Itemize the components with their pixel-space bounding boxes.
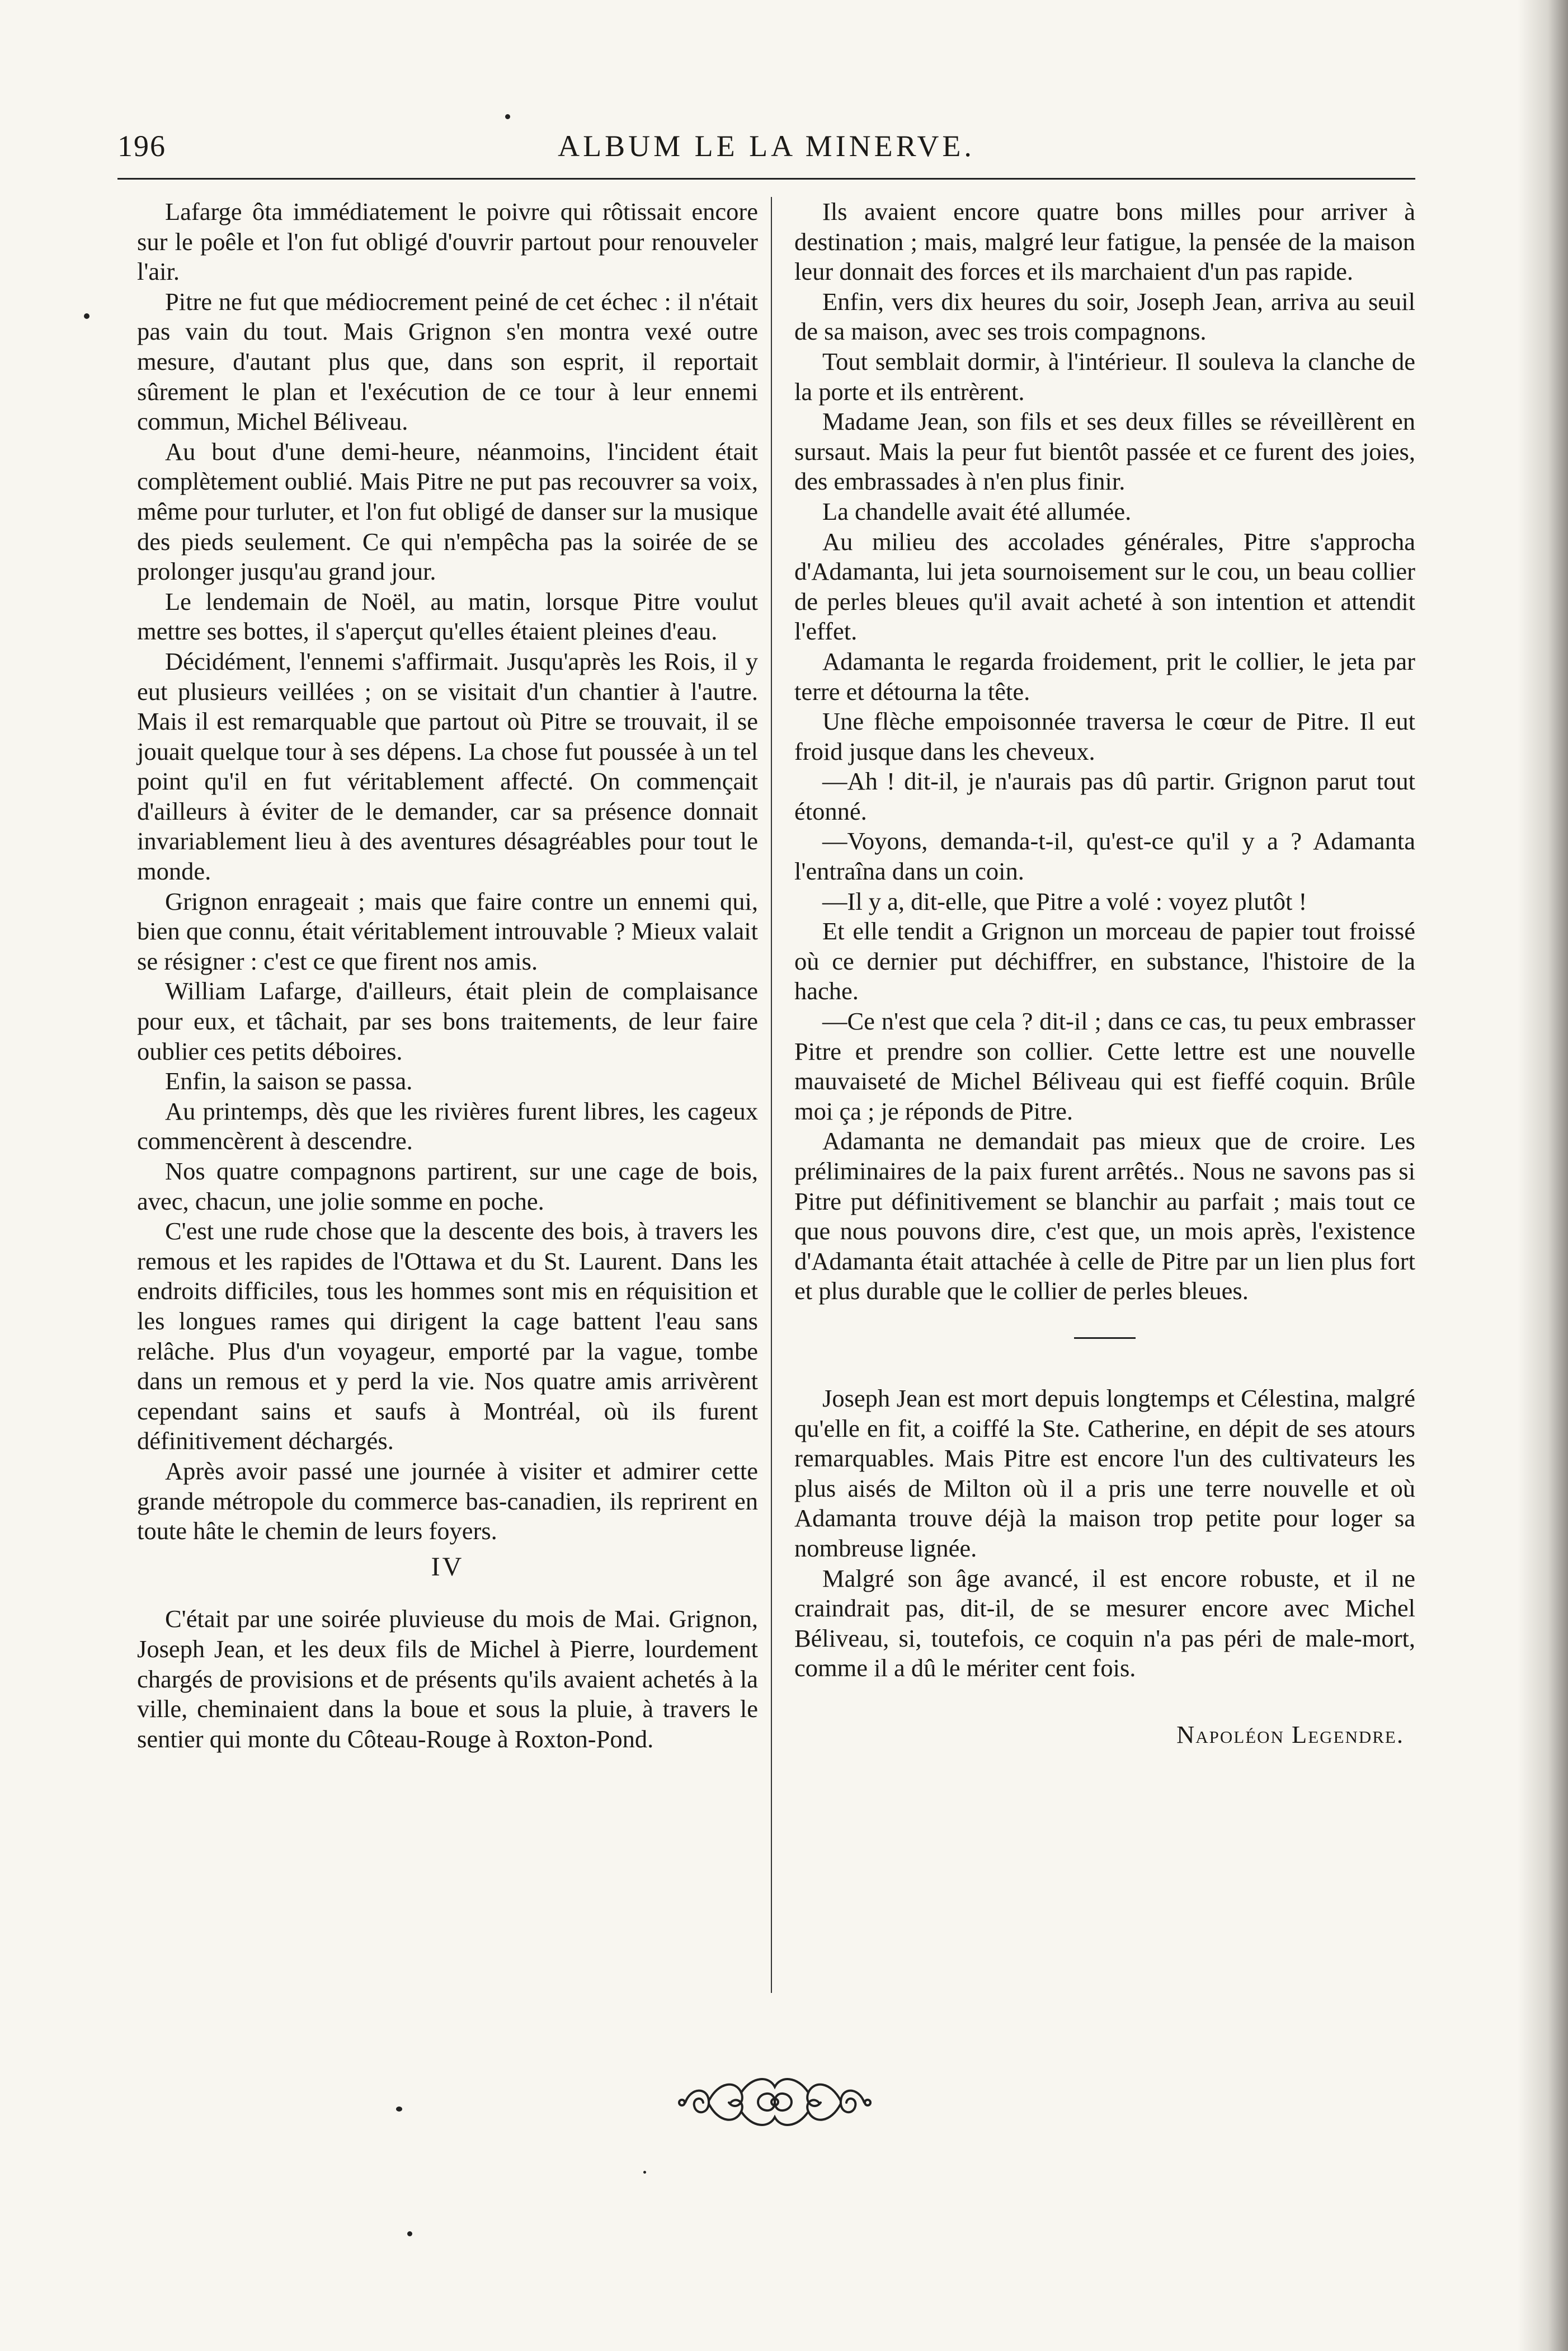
ink-speck <box>396 2107 402 2112</box>
paragraph: La chandelle avait été allumée. <box>822 497 1132 525</box>
paragraph: Enfin, la saison se passa. <box>165 1067 413 1095</box>
running-title: ALBUM LE LA MINERVE. <box>558 129 975 163</box>
header-rule <box>117 178 1415 180</box>
paragraph: C'est une rude chose que la descente des bois, à travers les remous et les rapides de l'Ottawa et du St. Laurent. Dans les endroits difficiles, tous les hommes sont mis en réquisition et les longues rames qui dirigent la cage battent l'eau sans relâche. Plus d'un voyageur, emporté par la vague, tombe dans un remous et y perd la vie. Nos quatre amis arrivèrent cependant sains et saufs à Montréal, où ils furent définitivement déchargés. <box>137 1217 758 1455</box>
paragraph: Ils avaient encore quatre bons milles pour arriver à destination ; mais, malgré leur fatigue, la pensée de la maison leur donnait des forces et ils marchaient d'un pas rapide. <box>794 198 1415 286</box>
paragraph: Et elle tendit a Grignon un morceau de papier tout froissé où ce dernier put déchiffrer, en substance, l'histoire de la hache. <box>794 917 1415 1005</box>
paragraph: Au bout d'une demi-heure, néanmoins, l'incident était complètement oublié. Mais Pitre ne put pas recouvrer sa voix, même pour turluter, et l'on fut obligé de danser sur la musique des pieds seulement. Ce qui n'empêcha pas la soirée de se prolonger jusqu'au grand jour. <box>137 437 758 586</box>
paragraph: Pitre ne fut que médiocrement peiné de cet échec : il n'était pas vain du tout. Mais Grignon s'en montra vexé outre mesure, d'autant plus que, dans son esprit, il reportait sûrement le plan et l'exécution de ce tour à leur ennemi commun, Michel Béliveau. <box>137 287 758 436</box>
paragraph: Au milieu des accolades générales, Pitre s'approcha d'Adamanta, lui jeta sournoisement sur le cou, un beau collier de perles bleues qu'il avait acheté à son intention et attendit l'effet. <box>794 527 1415 646</box>
ink-speck <box>643 2171 646 2174</box>
paragraph: Malgré son âge avancé, il est encore robuste, et il ne craindrait pas, dit-il, de se mesurer encore avec Michel Béliveau, si, toutefois, ce coquin n'a pas péri de male-mort, comme il a dû le mériter cent fois. <box>794 1564 1415 1682</box>
paragraph: Grignon enrageait ; mais que faire contre un ennemi qui, bien que connu, était véritablement introuvable ? Mieux valait se résigner : c'est ce que firent nos amis. <box>137 887 758 975</box>
column-divider <box>771 197 772 1993</box>
paragraph: Joseph Jean est mort depuis longtemps et Célestina, malgré qu'elle en fit, a coiffé la Ste. Catherine, en dépit de ses atours remarquables. Mais Pitre est encore l'un des cultivateurs les plus aisés de Milton où il a pris une terre nouvelle et où Adamanta trouve déjà la maison trop petite pour loger sa nombreuse lignée. <box>794 1384 1415 1562</box>
page-number: 196 <box>117 129 166 163</box>
decorative-flourish-ornament <box>674 2070 875 2132</box>
paragraph: Nos quatre compagnons partirent, sur une cage de bois, avec, chacun, une jolie somme en poche. <box>137 1157 758 1215</box>
paragraph: Au printemps, dès que les rivières furent libres, les cageux commencèrent à descendre. <box>137 1097 758 1155</box>
left-column <box>137 197 758 1754</box>
paragraph: William Lafarge, d'ailleurs, était plein de complaisance pour eux, et tâchait, par ses bons traitements, de leur faire oublier ces petits déboires. <box>137 977 758 1065</box>
paragraph: C'était par une soirée pluvieuse du mois de Mai. Grignon, Joseph Jean, et les deux fils de Michel à Pierre, lourdement chargés de provisions et de présents qu'ils avaient achetés à la ville, cheminaient dans la boue et sous la pluie, à travers le sentier qui monte du Côteau-Rouge à Roxton-Pond. <box>137 1605 758 1753</box>
paragraph: Après avoir passé une journée à visiter et admirer cette grande métropole du commerce bas-canadien, ils reprirent en toute hâte le chemin de leurs foyers. <box>137 1456 758 1545</box>
right-column <box>794 197 1415 1750</box>
paragraph: —Il y a, dit-elle, que Pitre a volé : voyez plutôt ! <box>822 887 1307 915</box>
paragraph: Une flèche empoisonnée traversa le cœur de Pitre. Il eut froid jusque dans les cheveux. <box>794 707 1415 765</box>
paragraph: —Ce n'est que cela ? dit-il ; dans ce cas, tu peux embrasser Pitre et prendre son collier. Cette lettre est une nouvelle mauvaiseté de Michel Béliveau qui est fieffé coquin. Brûle moi ça ; je réponds de Pitre. <box>794 1007 1415 1125</box>
page-edge-shadow <box>1518 0 1568 2351</box>
paragraph: —Voyons, demanda-t-il, qu'est-ce qu'il y a ? Adamanta l'entraîna dans un coin. <box>794 827 1415 886</box>
paragraph: Adamanta le regarda froidement, prit le collier, le jeta par terre et détourna la tête. <box>794 647 1415 706</box>
section-rule <box>1074 1337 1136 1339</box>
page-header <box>117 129 1415 168</box>
ink-speck <box>505 114 510 119</box>
author-signature: Napoléon Legendre. <box>1176 1720 1404 1748</box>
paragraph: Enfin, vers dix heures du soir, Joseph Jean, arriva au seuil de sa maison, avec ses trois compagnons. <box>794 287 1415 346</box>
ink-speck <box>84 313 90 319</box>
paragraph: Décidément, l'ennemi s'affirmait. Jusqu'après les Rois, il y eut plusieurs veillées ; on se visitait d'un chantier à l'autre. Mais il est remarquable que partout où Pitre se trouvait, il se jouait quelque tour à ses dépens. La chose fut poussée à un tel point qu'il en fut véritablement affecté. On commençait d'ailleurs à éviter de le demander, car sa présence donnait invariablement lieu à des aventures désagréables pour tout le monde. <box>137 647 758 886</box>
paragraph: Madame Jean, son fils et ses deux filles se réveillèrent en sursaut. Mais la peur fut bientôt passée et ce furent des joies, des embrassades à n'en plus finir. <box>794 407 1415 496</box>
section-number: IV <box>431 1551 464 1582</box>
paragraph: Lafarge ôta immédiatement le poivre qui rôtissait encore sur le poêle et l'on fut obligé d'ouvrir partout pour renouveler l'air. <box>137 198 758 286</box>
paragraph: Le lendemain de Noël, au matin, lorsque Pitre voulut mettre ses bottes, il s'aperçut qu'elles étaient pleines d'eau. <box>137 587 758 646</box>
paragraph: Tout semblait dormir, à l'intérieur. Il souleva la clanche de la porte et ils entrèrent. <box>794 347 1415 406</box>
ink-speck <box>407 2231 412 2236</box>
paragraph: Adamanta ne demandait pas mieux que de croire. Les préliminaires de la paix furent arrêtés.. Nous ne savons pas si Pitre put définitivement se blanchir au parfait ; mais tout ce que nous pouvons dire, c'est que, un mois après, l'existence d'Adamanta était attachée à celle de Pitre par un lien plus fort et plus durable que le collier de perles bleues. <box>794 1127 1415 1305</box>
paragraph: —Ah ! dit-il, je n'aurais pas dû partir. Grignon parut tout étonné. <box>794 767 1415 825</box>
